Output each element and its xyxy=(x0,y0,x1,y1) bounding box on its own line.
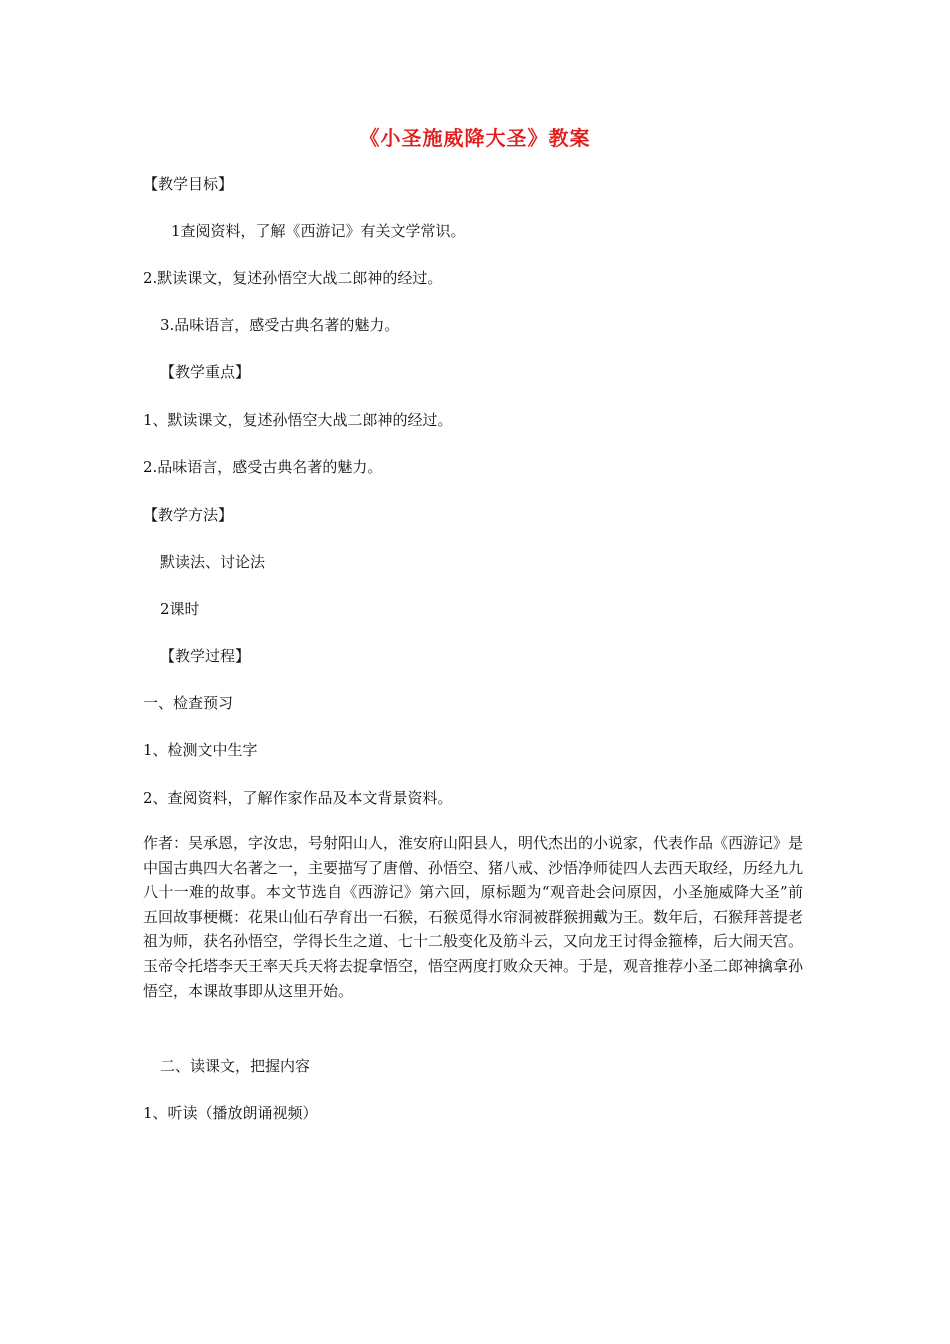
teaching-process-heading: 【教学过程】 xyxy=(160,647,251,665)
teaching-method-heading: 【教学方法】 xyxy=(143,506,234,524)
teaching-focus-heading: 【教学重点】 xyxy=(160,363,251,381)
document-title: 《小圣施威降大圣》教案 xyxy=(359,126,591,150)
process-step-2: 二、读课文，把握内容 xyxy=(160,1057,311,1075)
class-hours: 2课时 xyxy=(160,600,200,618)
process-step-1-1: 1、检测文中生字 xyxy=(143,741,258,759)
teaching-goals-heading: 【教学目标】 xyxy=(143,175,234,193)
goal-item-1: 1查阅资料，了解《西游记》有关文学常识。 xyxy=(171,222,466,240)
process-step-2-1: 1、听读（播放朗诵视频） xyxy=(143,1104,318,1122)
focus-item-1: 1、默读课文，复述孙悟空大战二郎神的经过。 xyxy=(143,411,453,429)
process-step-1: 一、检查预习 xyxy=(143,694,234,712)
goal-item-2: 2.默读课文，复述孙悟空大战二郎神的经过。 xyxy=(143,269,443,287)
goal-item-3: 3.品味语言，感受古典名著的魅力。 xyxy=(160,316,400,334)
focus-item-2: 2.品味语言，感受古典名著的魅力。 xyxy=(143,458,383,476)
teaching-method-text: 默读法、讨论法 xyxy=(160,553,266,571)
author-background-paragraph: 作者：吴承恩，字汝忠，号射阳山人，淮安府山阳县人，明代杰出的小说家，代表作品《西游记》是中国古典四大名著之一，主要描写了唐僧、孙悟空、猪八戒、沙悟净师徒四人去西天取经，历经九九八十一难的故事。本文节选自《西游记》第六回，原标题为“观音赴会问原因，小圣施威降大圣”前五回故事梗概：花果山仙石孕育出一石猴，石猴觅得水帘洞被群猴拥戴为王。数年后，石猴拜菩提老祖为师，获名孙悟空，学得长生之道、七十二般变化及筋斗云，又向龙王讨得金箍棒，后大闹天宫。玉帝令托塔李天王率天兵天将去捉拿悟空，悟空两度打败众天神。于是，观音推荐小圣二郎神擒拿孙悟空，本课故事即从这里开始。 xyxy=(143,834,804,1000)
process-step-1-2: 2、查阅资料，了解作家作品及本文背景资料。 xyxy=(143,789,453,807)
